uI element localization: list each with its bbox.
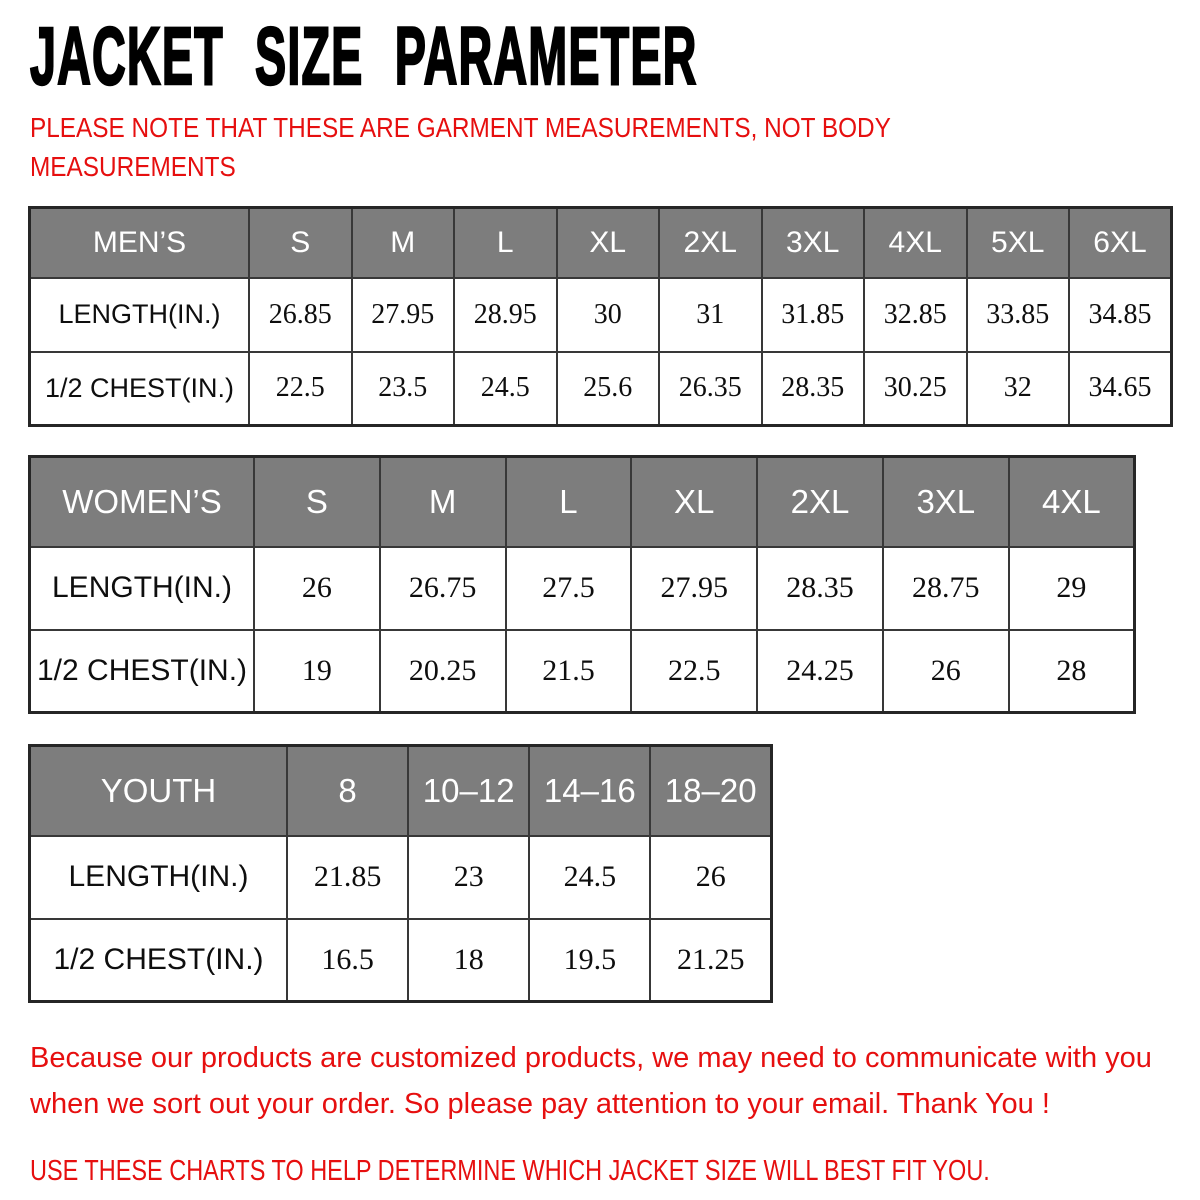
measurement-row [30, 278, 1172, 352]
customization-notice: Because our products are customized products, we may need to communicate with you when we sort out your order. So please pay attention to your email. Thank You ! [30, 1042, 1152, 1120]
row-label: 1/2 CHEST(IN.) [30, 352, 250, 426]
measurement-value-cell: 26.75 [380, 547, 506, 630]
size-header-cell: 6XL [1069, 208, 1172, 278]
size-header-cell: S [249, 208, 352, 278]
measurement-value-cell: 34.85 [1069, 278, 1172, 352]
size-header-cell: 2XL [659, 208, 762, 278]
measurement-value-cell: 26 [254, 547, 380, 630]
measurement-row [30, 352, 1172, 426]
measurement-value-cell: 28.35 [762, 352, 865, 426]
page-title-text: JACKET SIZE PARAMETER [30, 11, 698, 102]
row-label: LENGTH(IN.) [30, 836, 288, 919]
size-header-cell: 5XL [967, 208, 1070, 278]
measurement-value-cell: 34.65 [1069, 352, 1172, 426]
measurement-row [30, 630, 1135, 713]
size-header-cell: 2XL [757, 457, 883, 547]
size-header-cell: M [380, 457, 506, 547]
measurement-value-cell: 22.5 [631, 630, 757, 713]
measurement-value-cell: 23 [408, 836, 529, 919]
measurement-value-cell: 26.85 [249, 278, 352, 352]
size-header-cell: 4XL [1009, 457, 1135, 547]
measurement-value-cell: 19 [254, 630, 380, 713]
measurement-value-cell: 32 [967, 352, 1070, 426]
size-header-cell: 18–20 [650, 746, 771, 836]
measurement-value-cell: 25.6 [557, 352, 660, 426]
measurement-value-cell: 23.5 [352, 352, 455, 426]
measurement-value-cell: 28.35 [757, 547, 883, 630]
measurement-value-cell: 33.85 [967, 278, 1070, 352]
size-table-youth [28, 744, 773, 1003]
size-table-header-row [30, 746, 772, 836]
size-header-cell: XL [631, 457, 757, 547]
measurement-value-cell: 16.5 [287, 919, 408, 1002]
measurement-value-cell: 26 [650, 836, 771, 919]
size-header-cell: 8 [287, 746, 408, 836]
size-header-cell: L [506, 457, 632, 547]
table-title-womens: WOMEN’S [30, 457, 255, 547]
size-header-cell: 14–16 [529, 746, 650, 836]
measurement-value-cell: 19.5 [529, 919, 650, 1002]
usage-instruction: USE THESE CHARTS TO HELP DETERMINE WHICH JACKET SIZE WILL BEST FIT YOU. [30, 1155, 990, 1187]
measurement-value-cell: 32.85 [864, 278, 967, 352]
measurement-row [30, 919, 772, 1002]
table-title-mens: MEN’S [30, 208, 250, 278]
measurement-value-cell: 30.25 [864, 352, 967, 426]
table-title-youth: YOUTH [30, 746, 288, 836]
measurement-value-cell: 21.5 [506, 630, 632, 713]
measurement-value-cell: 31.85 [762, 278, 865, 352]
measurement-value-cell: 27.95 [352, 278, 455, 352]
size-header-cell: 10–12 [408, 746, 529, 836]
measurement-value-cell: 29 [1009, 547, 1135, 630]
measurement-value-cell: 27.5 [506, 547, 632, 630]
measurement-value-cell: 21.25 [650, 919, 771, 1002]
page-title [30, 11, 1200, 102]
size-header-cell: 3XL [762, 208, 865, 278]
row-label: LENGTH(IN.) [30, 547, 255, 630]
measurement-value-cell: 18 [408, 919, 529, 1002]
row-label: 1/2 CHEST(IN.) [30, 919, 288, 1002]
size-header-cell: 3XL [883, 457, 1009, 547]
measurement-value-cell: 22.5 [249, 352, 352, 426]
measurement-value-cell: 24.5 [529, 836, 650, 919]
measurement-value-cell: 28.95 [454, 278, 557, 352]
size-table-womens [28, 455, 1136, 714]
measurement-row [30, 836, 772, 919]
measurement-value-cell: 30 [557, 278, 660, 352]
size-header-cell: M [352, 208, 455, 278]
measurement-value-cell: 21.85 [287, 836, 408, 919]
size-table-header-row [30, 208, 1172, 278]
size-header-cell: S [254, 457, 380, 547]
measurement-value-cell: 28 [1009, 630, 1135, 713]
size-table-mens [28, 206, 1173, 427]
measurement-value-cell: 27.95 [631, 547, 757, 630]
size-header-cell: XL [557, 208, 660, 278]
measurement-value-cell: 24.25 [757, 630, 883, 713]
measurement-value-cell: 26.35 [659, 352, 762, 426]
size-header-cell: 4XL [864, 208, 967, 278]
size-tables-container [0, 206, 1200, 1003]
size-table-header-row [30, 457, 1135, 547]
measurement-value-cell: 26 [883, 630, 1009, 713]
size-header-cell: L [454, 208, 557, 278]
garment-measurement-note: PLEASE NOTE THAT THESE ARE GARMENT MEASUREMENTS, NOT BODY MEASUREMENTS [30, 112, 891, 182]
row-label: 1/2 CHEST(IN.) [30, 630, 255, 713]
measurement-value-cell: 28.75 [883, 547, 1009, 630]
measurement-value-cell: 31 [659, 278, 762, 352]
row-label: LENGTH(IN.) [30, 278, 250, 352]
measurement-value-cell: 20.25 [380, 630, 506, 713]
measurement-value-cell: 24.5 [454, 352, 557, 426]
measurement-row [30, 547, 1135, 630]
